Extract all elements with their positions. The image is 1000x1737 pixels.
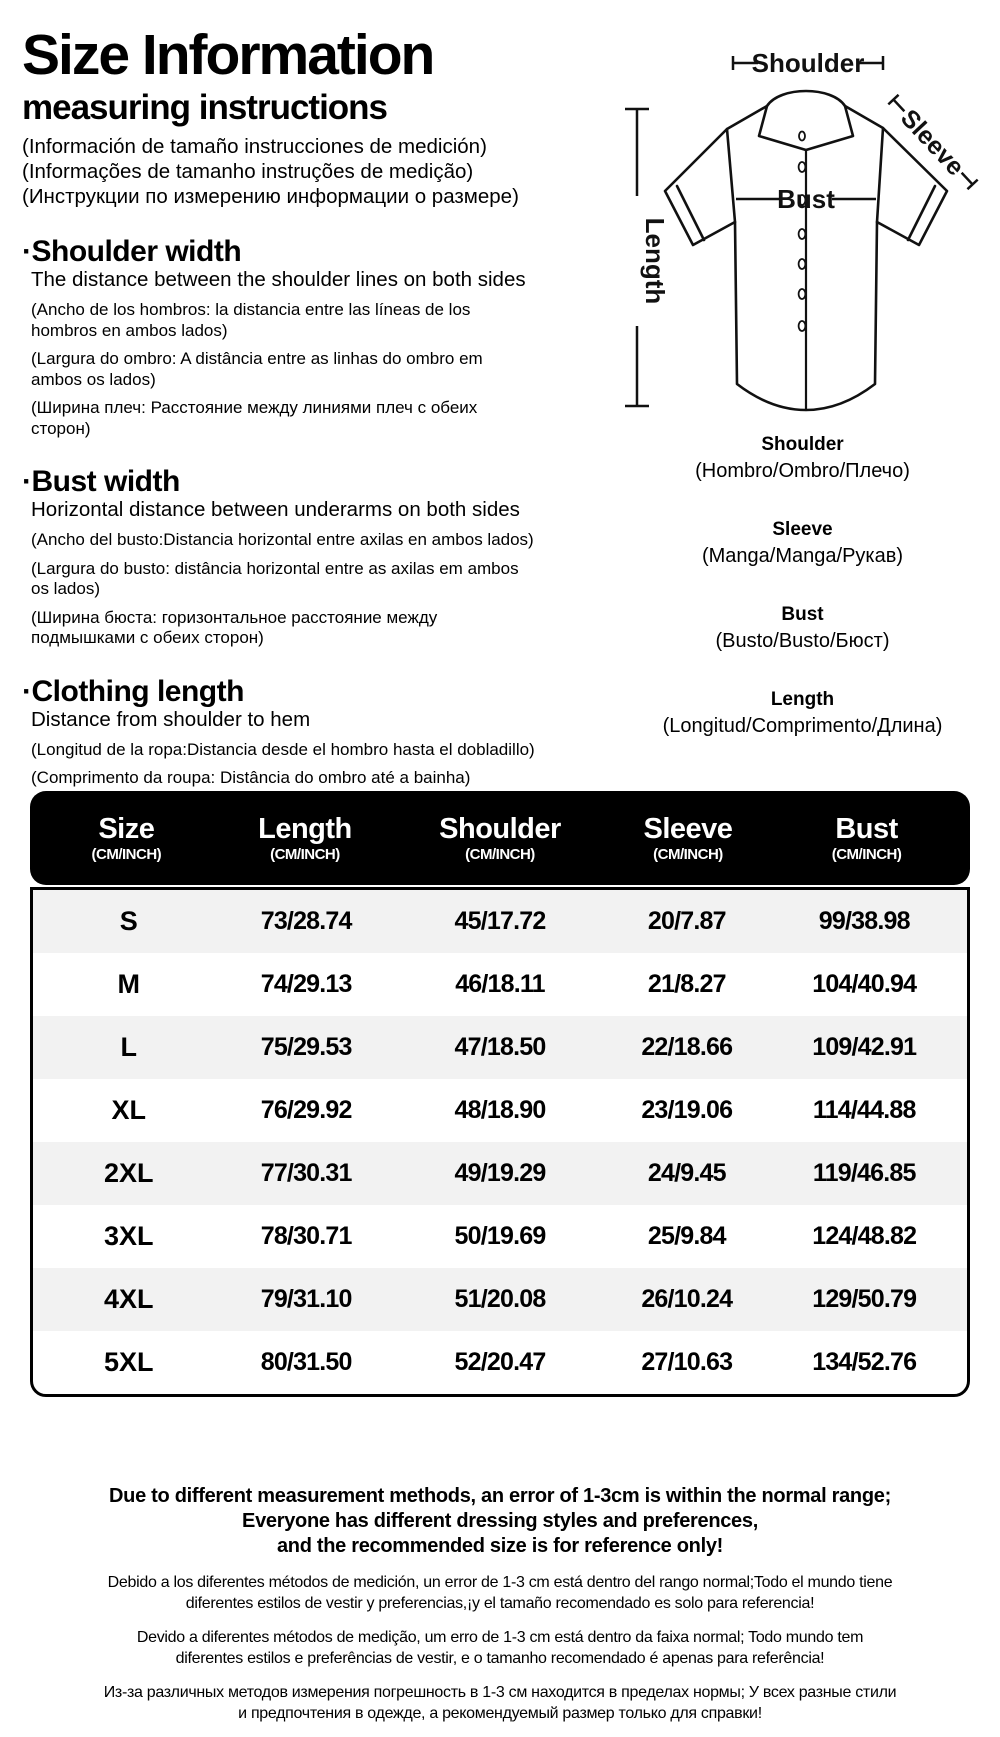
length-measure-label: Length (640, 217, 670, 305)
legend-item-sleeve (610, 517, 995, 569)
sleeve-measure-label: Sleeve (895, 104, 970, 182)
column-label: Bust (835, 812, 898, 845)
column-label: Size (98, 812, 155, 845)
table-row (33, 1268, 967, 1331)
note-line: Debido a los diferentes métodos de medición, un error de 1-3 cm está dentro del rango normal;Todo el mundo tiene (107, 1574, 893, 1591)
column-header-shoulder (387, 813, 613, 864)
page-title: Size Information (22, 23, 434, 87)
table-cell-bust: 109/42.91 (812, 1033, 917, 1061)
table-cell-length: 74/29.13 (260, 970, 352, 998)
legend-item-bust (610, 602, 995, 654)
column-header-size (30, 813, 223, 864)
table-cell-size: 2XL (103, 1158, 154, 1188)
section-heading: ·Clothing length (22, 674, 244, 708)
legend-term: Sleeve (772, 519, 833, 540)
column-unit: (CM/INCH) (465, 845, 535, 863)
column-unit: (CM/INCH) (270, 845, 340, 863)
section-description: The distance between the shoulder lines on both sides (31, 268, 526, 291)
table-cell-length: 76/29.92 (260, 1096, 352, 1124)
table-cell-bust: 114/44.88 (812, 1096, 916, 1124)
table-cell-shoulder: 46/18.11 (455, 970, 545, 998)
disclaimer-bold-line: Due to different measurement methods, an error of 1-3cm is within the normal range; (109, 1485, 891, 1507)
section-description: Horizontal distance between underarms on both sides (31, 498, 520, 521)
table-cell-sleeve: 24/9.45 (647, 1159, 726, 1187)
section-description: Distance from shoulder to hem (31, 707, 311, 731)
table-row (33, 1016, 967, 1079)
table-cell-size: L (120, 1032, 137, 1062)
table-cell-length: 80/31.50 (260, 1348, 352, 1376)
shirt-outline (665, 91, 947, 410)
table-row (33, 890, 967, 953)
title-translation-ru: (Инструкции по измерению информации о размере) (22, 185, 519, 208)
disclaimer-note-ru (0, 1683, 1000, 1724)
shirt-measurement-diagram (545, 36, 1000, 466)
column-label: Sleeve (643, 812, 733, 845)
legend-term: Bust (781, 604, 824, 625)
table-cell-sleeve: 20/7.87 (647, 907, 726, 935)
section-translation-es: (Ancho de los hombros: la distancia entre las líneas de los hombros en ambos lados) (31, 300, 471, 340)
note-line: diferentes estilos de vestir y preferencias,¡y el tamaño recomendado es solo para referencia! (185, 1594, 815, 1612)
table-row (33, 1142, 967, 1205)
column-header-bust (763, 813, 970, 864)
table-cell-sleeve: 27/10.63 (641, 1348, 733, 1376)
column-unit: (CM/INCH) (653, 845, 723, 863)
table-cell-size: 3XL (103, 1221, 154, 1251)
table-cell-sleeve: 23/19.06 (641, 1096, 733, 1124)
table-cell-length: 73/28.74 (260, 907, 352, 935)
column-header-sleeve (613, 813, 763, 864)
table-cell-length: 79/31.10 (260, 1285, 352, 1313)
note-line: и предпочтения в одежде, а рекомендуемый размер только для справки! (238, 1704, 762, 1722)
legend-term: Shoulder (761, 434, 844, 455)
button-icons (799, 132, 806, 332)
measuring-instructions-panel (22, 24, 550, 817)
table-cell-shoulder: 50/19.69 (454, 1222, 546, 1250)
bust-measure-label: Bust (777, 184, 835, 214)
size-table (30, 791, 970, 1397)
section-translation-es: (Longitud de la ropa:Distancia desde el hombro hasta el dobladillo) (31, 739, 535, 759)
legend-item-length (610, 687, 995, 739)
column-unit: (CM/INCH) (831, 845, 902, 863)
column-header-length (223, 813, 388, 864)
table-cell-length: 77/30.31 (260, 1159, 352, 1187)
disclaimer-note-es (0, 1573, 1000, 1614)
legend-translation: (Busto/Busto/Бюст) (715, 630, 890, 652)
table-cell-sleeve: 21/8.27 (647, 970, 726, 998)
column-label: Length (258, 812, 352, 845)
page-subtitle: measuring instructions (22, 88, 388, 127)
section-bust-width (22, 465, 550, 649)
section-translation-ru: (Ширина бюста: горизонтальное расстояние между подмышками с обеих сторон) (31, 607, 438, 647)
column-label: Shoulder (439, 812, 561, 845)
section-translation-pt: (Comprimento da roupa: Distância do ombro até a bainha) (31, 768, 471, 787)
table-cell-bust: 104/40.94 (812, 970, 917, 998)
table-cell-shoulder: 47/18.50 (454, 1033, 546, 1061)
note-line: diferentes estilos e preferências de vestir, e o tamanho recomendado é apenas para referência! (175, 1649, 825, 1667)
table-row (33, 1331, 967, 1394)
table-cell-shoulder: 48/18.90 (454, 1096, 546, 1124)
measurement-legend (610, 432, 995, 772)
disclaimer-bold-line: and the recommended size is for reference only! (276, 1535, 724, 1557)
note-line: Devido a diferentes métodos de medição, um erro de 1-3 cm está dentro da faixa normal; Todo mundo tem (136, 1629, 864, 1646)
table-cell-shoulder: 52/20.47 (454, 1348, 546, 1376)
table-cell-bust: 119/46.85 (812, 1159, 916, 1187)
legend-translation: (Longitud/Comprimento/Длина) (662, 715, 943, 737)
legend-item-shoulder (610, 432, 995, 484)
column-unit: (CM/INCH) (91, 845, 162, 863)
table-cell-length: 78/30.71 (260, 1222, 352, 1250)
table-cell-bust: 124/48.82 (812, 1222, 917, 1250)
section-heading: ·Bust width (22, 465, 180, 498)
disclaimer-bold-line: Everyone has different dressing styles and preferences, (242, 1510, 758, 1532)
disclaimer (0, 1484, 1000, 1724)
table-cell-shoulder: 45/17.72 (454, 907, 546, 935)
size-table-body (30, 887, 970, 1397)
table-cell-size: S (119, 906, 138, 936)
table-cell-bust: 129/50.79 (812, 1285, 917, 1313)
section-translation-pt: (Largura do ombro: A distância entre as linhas do ombro em ambos os lados) (31, 349, 483, 389)
table-cell-bust: 134/52.76 (812, 1348, 917, 1376)
disclaimer-note-pt (0, 1628, 1000, 1669)
table-row (33, 1079, 967, 1142)
legend-term: Length (770, 689, 835, 710)
section-translation-ru: (Ширина плеч: Расстояние между линиями плеч с обеих сторон) (31, 398, 478, 438)
legend-translation: (Hombro/Ombro/Плечо) (695, 460, 910, 482)
table-cell-shoulder: 51/20.08 (454, 1285, 546, 1313)
section-translation-es: (Ancho del busto:Distancia horizontal entre axilas en ambos lados) (31, 530, 534, 549)
size-table-header (30, 791, 970, 885)
section-heading: ·Shoulder width (22, 235, 242, 268)
title-translation-es: (Información de tamaño instrucciones de medición) (22, 135, 487, 158)
shoulder-measure-label: Shoulder (751, 48, 865, 78)
table-row (33, 953, 967, 1016)
table-row (33, 1205, 967, 1268)
table-cell-size: XL (111, 1095, 146, 1125)
table-cell-sleeve: 26/10.24 (641, 1285, 733, 1313)
table-cell-length: 75/29.53 (260, 1033, 352, 1061)
section-shoulder-width (22, 235, 550, 439)
table-cell-shoulder: 49/19.29 (454, 1159, 546, 1187)
table-cell-bust: 99/38.98 (818, 907, 910, 935)
note-line: Из-за различных методов измерения погрешность в 1-3 см находится в пределах нормы; У всех разные стили (103, 1684, 897, 1701)
table-cell-size: 5XL (103, 1347, 154, 1377)
shirt-diagram-svg (545, 36, 1000, 466)
table-cell-size: 4XL (103, 1284, 154, 1314)
legend-translation: (Manga/Manga/Рукав) (701, 545, 903, 567)
table-cell-sleeve: 22/18.66 (641, 1033, 733, 1061)
title-translation-pt: (Informações de tamanho instruções de medição) (22, 160, 474, 183)
section-translation-pt: (Largura do busto: distância horizontal entre as axilas em ambos os lados) (31, 558, 519, 598)
table-cell-sleeve: 25/9.84 (647, 1222, 726, 1250)
table-cell-size: M (117, 969, 140, 999)
